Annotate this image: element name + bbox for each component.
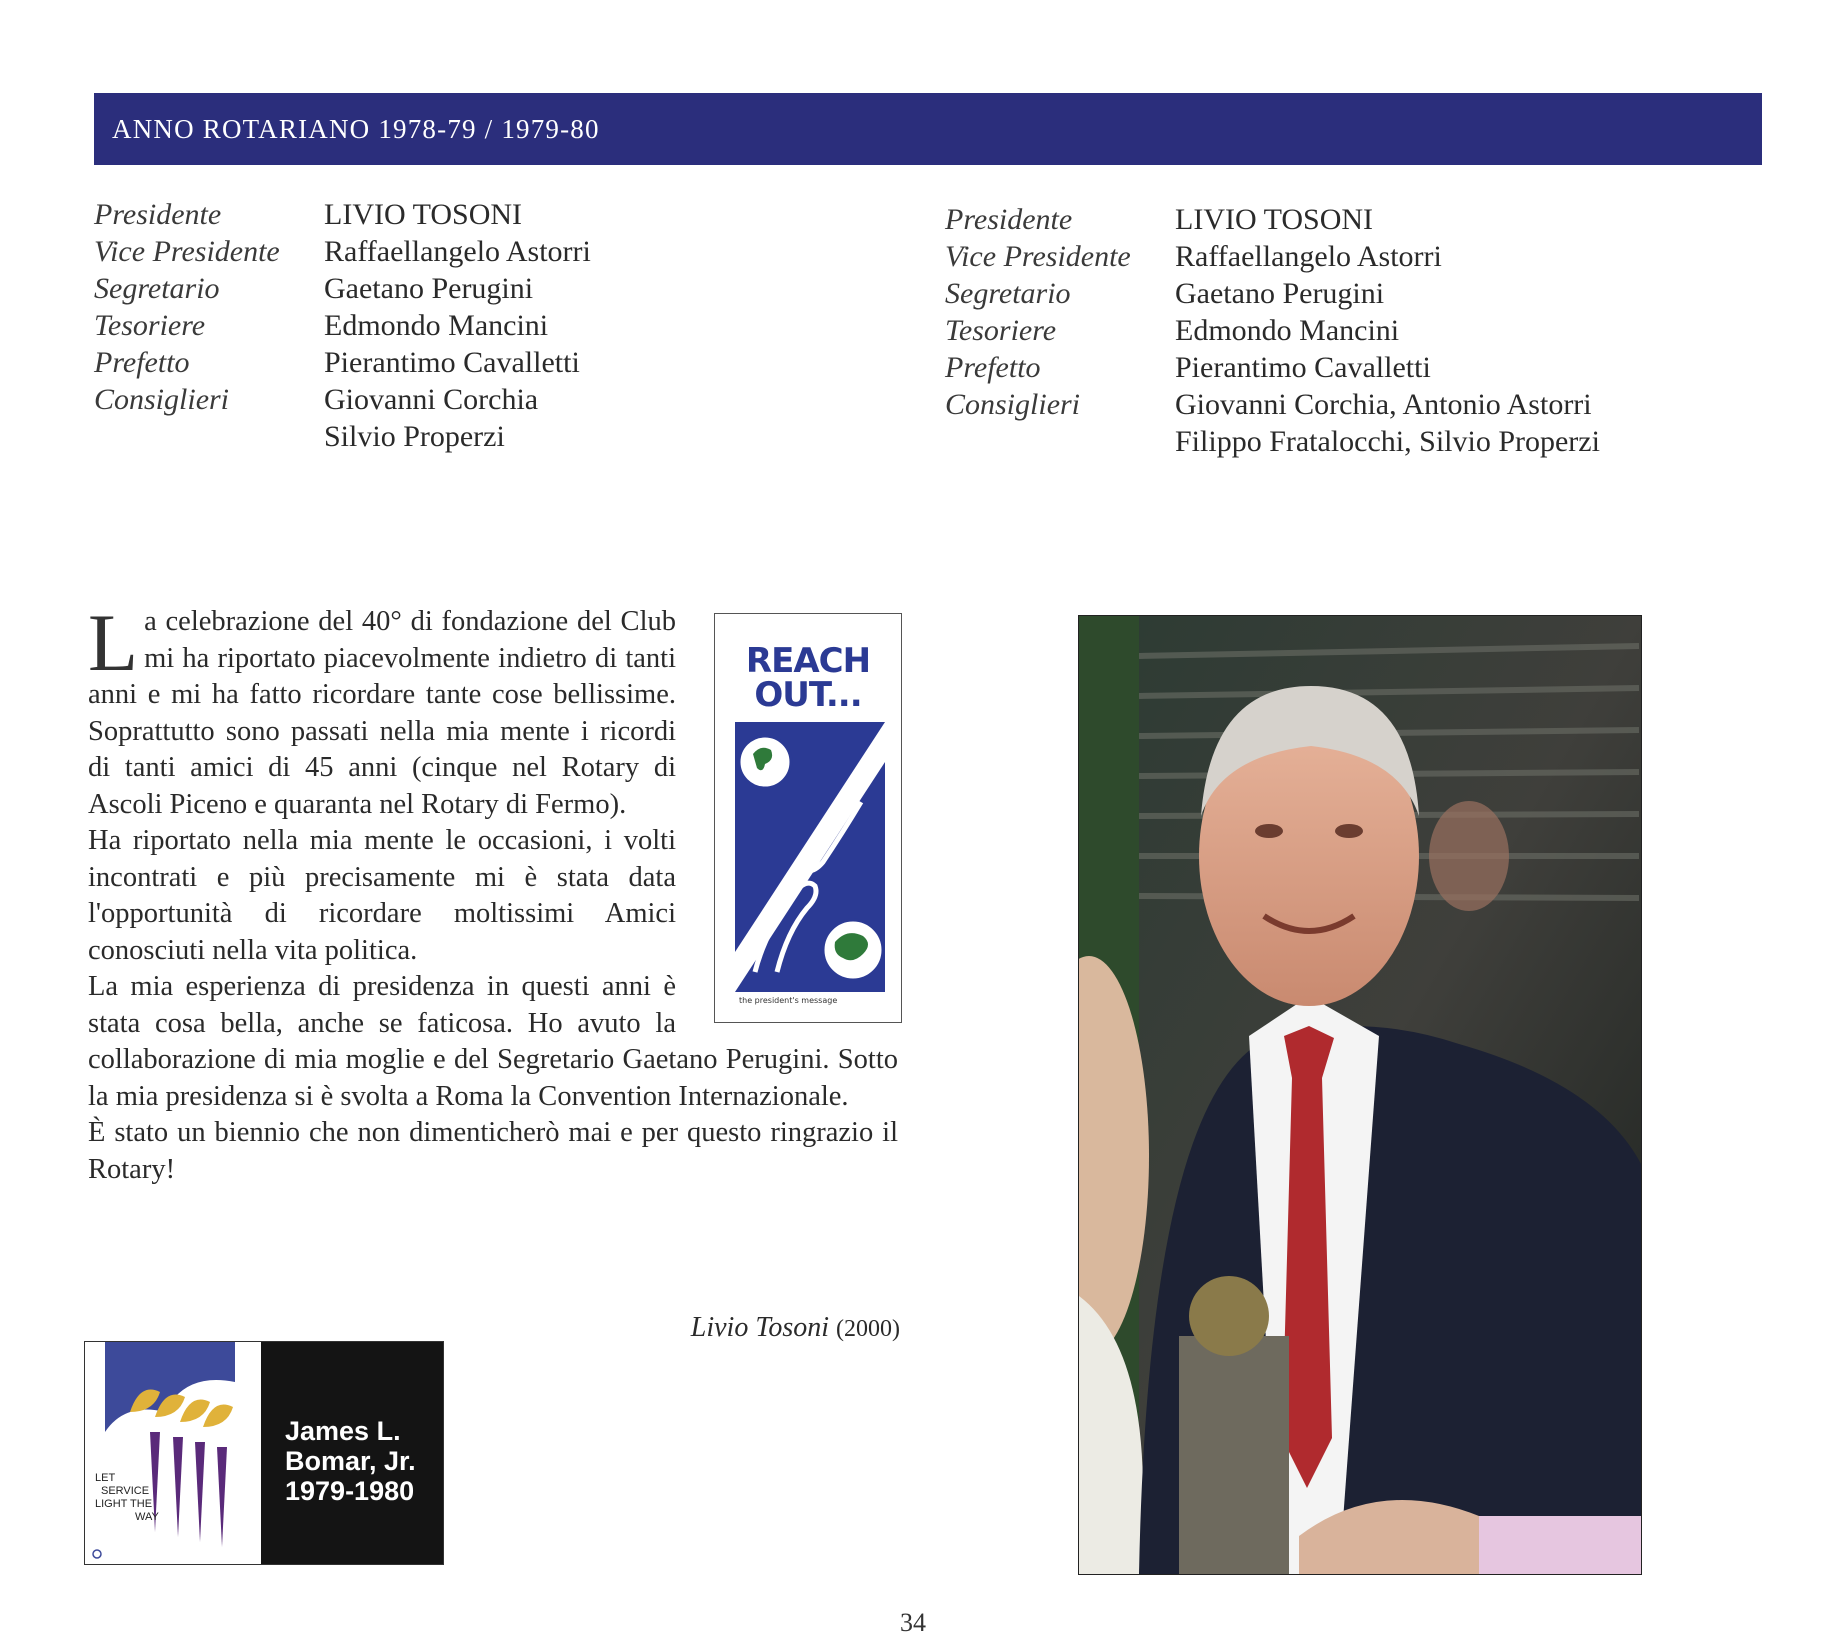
portrait-photo bbox=[1078, 615, 1642, 1575]
slogan-line: LET bbox=[95, 1472, 116, 1484]
signature-year: (2000) bbox=[836, 1316, 900, 1342]
signature-name: Livio Tosoni bbox=[690, 1312, 830, 1343]
member-name: LIVIO TOSONI bbox=[1175, 203, 1374, 236]
member-name: Filippo Fratalocchi, Silvio Properzi bbox=[1175, 425, 1600, 458]
role-label: Vice Presidente bbox=[94, 235, 280, 268]
role-label: Prefetto bbox=[94, 346, 190, 379]
bomar-name-line2: Bomar, Jr. bbox=[285, 1446, 416, 1476]
role-label: Tesoriere bbox=[945, 314, 1057, 347]
article-paragraph: La mia esperienza di presidenza in questi anni è stata cosa bella, anche se faticosa. Ho avuto la collaborazione di mia moglie e del Segretario Gaetano Perugini. Sotto la mia presidenza si è svolta a Roma la Convention Internazionale. bbox=[88, 971, 898, 1112]
reach-out-footer: the president's message bbox=[739, 996, 838, 1005]
torches-icon bbox=[85, 1342, 261, 1564]
slogan-line: WAY bbox=[135, 1511, 159, 1523]
article-paragraph: a celebrazione del 40° di fondazione del Club mi ha riportato piacevolmente indietro di tanti anni e mi ha fatto ricordare tante cose bellissime. Soprattutto sono passati nella mia mente i ricordi di tanti amici di 45 anni (cinque nel Rotary di Ascoli Piceno e quaranta nel Rotary di Fermo). bbox=[88, 606, 676, 820]
bomar-name bbox=[285, 1416, 416, 1506]
member-name: Gaetano Perugini bbox=[1175, 277, 1385, 310]
board-row bbox=[94, 270, 591, 307]
board-row bbox=[94, 344, 591, 381]
role-label: Tesoriere bbox=[94, 309, 206, 342]
reaching-hands-graphic bbox=[735, 722, 885, 992]
section-header-bar bbox=[94, 93, 1762, 165]
role-label: Presidente bbox=[945, 203, 1073, 236]
member-name: Edmondo Mancini bbox=[1175, 314, 1400, 347]
torches-graphic-panel bbox=[85, 1342, 261, 1564]
board-row bbox=[945, 423, 1600, 460]
board-row bbox=[945, 349, 1600, 386]
reach-out-title bbox=[715, 641, 901, 715]
member-name: Raffaellangelo Astorri bbox=[324, 235, 591, 268]
board-row bbox=[94, 196, 591, 233]
role-label bbox=[94, 418, 324, 455]
article-paragraph: È stato un biennio che non dimenticherò mai e per questo ringrazio il Rotary! bbox=[88, 1117, 898, 1185]
slogan-line: LIGHT THE bbox=[95, 1498, 153, 1510]
role-label: Prefetto bbox=[945, 351, 1041, 384]
bomar-theme-card bbox=[84, 1341, 444, 1565]
reach-out-line2: OUT... bbox=[754, 675, 862, 715]
role-label bbox=[945, 423, 1175, 460]
member-name: LIVIO TOSONI bbox=[324, 198, 523, 231]
board-row bbox=[945, 312, 1600, 349]
member-name: Pierantimo Cavalletti bbox=[1175, 351, 1431, 384]
board-row bbox=[945, 238, 1600, 275]
member-name: Edmondo Mancini bbox=[324, 309, 549, 342]
board-row bbox=[945, 275, 1600, 312]
role-label: Segretario bbox=[945, 277, 1071, 310]
board-row bbox=[94, 381, 591, 418]
reach-out-poster bbox=[714, 613, 902, 1023]
board-list-1979-80 bbox=[945, 201, 1600, 460]
board-row bbox=[94, 418, 591, 455]
board-row bbox=[94, 307, 591, 344]
bomar-name-panel bbox=[261, 1342, 443, 1564]
member-name: Silvio Properzi bbox=[324, 420, 505, 453]
member-name: Pierantimo Cavalletti bbox=[324, 346, 580, 379]
member-name: Raffaellangelo Astorri bbox=[1175, 240, 1442, 273]
portrait-image bbox=[1079, 616, 1641, 1574]
board-list-1978-79 bbox=[94, 196, 591, 455]
slogan-text bbox=[95, 1472, 159, 1524]
member-name: Giovanni Corchia bbox=[324, 383, 539, 416]
board-row bbox=[945, 201, 1600, 238]
role-label: Presidente bbox=[94, 198, 222, 231]
role-label: Vice Presidente bbox=[945, 240, 1131, 273]
board-row bbox=[945, 386, 1600, 423]
article-signature bbox=[560, 1312, 900, 1344]
drop-cap: L bbox=[88, 597, 139, 688]
bomar-years: 1979-1980 bbox=[285, 1476, 415, 1506]
board-row bbox=[94, 233, 591, 270]
member-name: Gaetano Perugini bbox=[324, 272, 534, 305]
role-label: Segretario bbox=[94, 272, 220, 305]
role-label: Consiglieri bbox=[945, 388, 1081, 421]
slogan-line: SERVICE bbox=[101, 1485, 150, 1497]
page-number: 34 bbox=[900, 1608, 926, 1637]
member-name: Giovanni Corchia, Antonio Astorri bbox=[1175, 388, 1592, 421]
article-paragraph: Ha riportato nella mia mente le occasioni, i volti incontrati e più precisamente mi è stata data l'opportunità di ricordare moltissimi Amici conosciuti nella vita politica. bbox=[88, 825, 676, 966]
bomar-name-line1: James L. bbox=[285, 1416, 401, 1446]
role-label: Consiglieri bbox=[94, 383, 230, 416]
section-title: ANNO ROTARIANO 1978-79 / 1979-80 bbox=[112, 113, 600, 144]
reach-out-line1: REACH bbox=[745, 641, 871, 681]
